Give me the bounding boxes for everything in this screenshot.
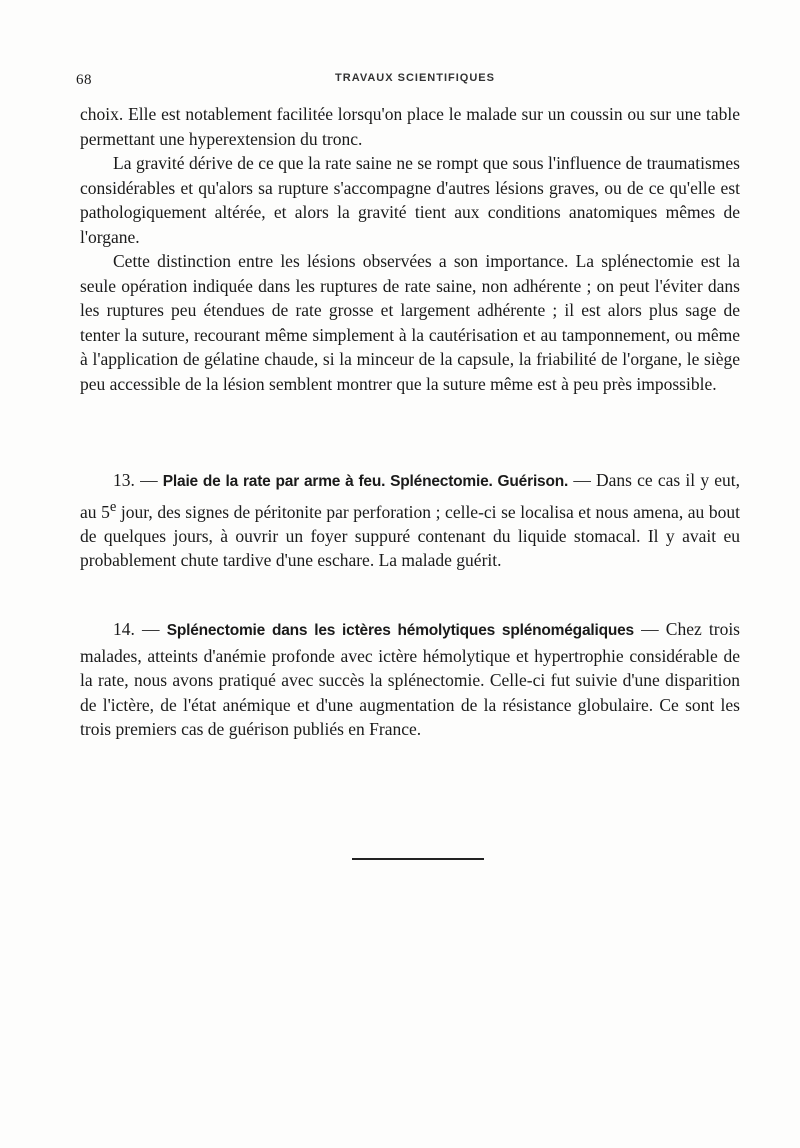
section-14-text: — Chez trois malades, atteints d'anémie profonde avec ictère hémolytique et hypertrophie considérable de la rate, nous avons pratiqué avec succès la splénectomie. Celle-ci fut suivie d'une disparition de l'ictère, de l'état anémique et d'une augmentation de la résistance globulaire. Ce sont les trois premiers cas de guérison publiés en France.	[80, 619, 740, 739]
section-13-text-start: — Dans ce cas il y eut, au 5	[80, 470, 741, 522]
paragraph-distinction: Cette distinction entre les lésions observées a son importance. La splénectomie est la seule opération indiquée dans les ruptures de rate saine, non adhérente ; on peut l'éviter dans les ruptures peu étendues de rate grosse et largement adhérente ; il est alors plus sage de tenter la suture, recourant même simplement à la cautérisation et au tamponnement, ou même à l'application de gélatine chaude, si la minceur de la capsule, la friabilité de l'organe, le siège peu accessible de la lésion semblent montrer que la suture même est à peu près impossible.	[80, 251, 740, 394]
section-13-text-end: jour, des signes de péritonite par perforation ; celle-ci se localisa et nous amena, au bout de quelques jours, à ouvrir un foyer suppuré contenant du liquide stomacal. Il y avait eu probablement chute tardive d'une eschare. La malade guérit.	[80, 501, 740, 571]
section-14-title: Splénectomie dans les ictères hémolytiques splénomégaliques	[166, 622, 634, 639]
section-13-title: Plaie de la rate par arme à feu. Splénectomie. Guérison.	[162, 473, 569, 490]
section-13	[80, 468, 740, 573]
section-13-number: 13. —	[113, 470, 158, 490]
section-separator-rule	[352, 858, 484, 860]
section-14-paragraph	[80, 617, 740, 742]
section-14	[80, 617, 740, 742]
section-13-paragraph	[80, 468, 740, 573]
paragraph-choice: choix. Elle est notablement facilitée lorsqu'on place le malade sur un coussin ou sur une table permettant une hyperextension du tronc.	[80, 104, 740, 149]
paragraph-gravity: La gravité dérive de ce que la rate saine ne se rompt que sous l'influence de traumatismes considérables et qu'alors sa rupture s'accompagne d'autres lésions graves, ou de ce qu'elle est pathologiquement altérée, et alors la gravité tient aux conditions anatomiques mêmes de l'organe.	[80, 153, 740, 247]
section-13-ordinal-sup: e	[109, 498, 117, 515]
body-text	[80, 102, 740, 396]
running-title: TRAVAUX SCIENTIFIQUES	[335, 72, 495, 84]
page-number: 68	[76, 72, 92, 88]
section-14-number: 14. —	[113, 619, 160, 639]
